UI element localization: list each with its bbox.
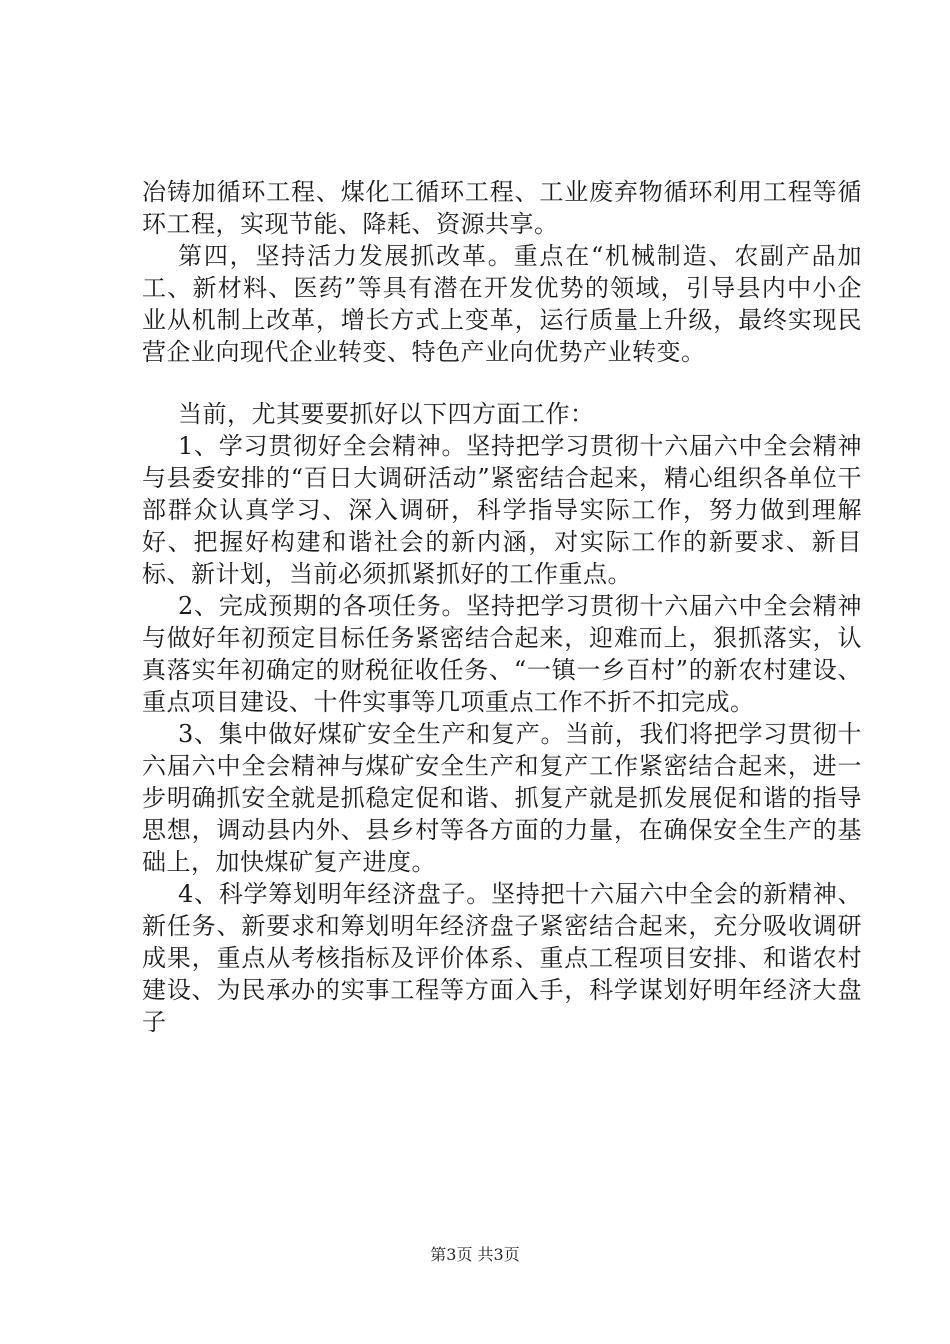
paragraph-continuation: 冶铸加循环工程、煤化工循环工程、工业废弃物循环利用工程等循环工程，实现节能、降耗、资源共享。 — [142, 178, 862, 238]
paragraph-task-1: 1、学习贯彻好全会精神。坚持把学习贯彻十六届六中全会精神与县委安排的“百日大调研活动”紧密结合起来，精心组织各单位干部群众认真学习、深入调研，科学指导实际工作，努力做到理解好、把握好构建和谐社会的新内涵，对实际工作的新要求、新目标、新计划，当前必须抓紧抓好的工作重点。 — [142, 432, 862, 588]
paragraph-gap — [142, 368, 862, 398]
document-body — [142, 176, 862, 1038]
paragraph-fourth-point: 第四，坚持活力发展抓改革。重点在“机械制造、农副产品加工、新材料、医药”等具有潜在开发优势的领域，引导县内中小企业从机制上改革，增长方式上变革，运行质量上升级，最终实现民营企业向现代企业转变、特色产业向优势产业转变。 — [142, 242, 862, 366]
paragraph-intro-four-tasks: 当前，尤其要要抓好以下四方面工作： — [178, 400, 595, 428]
paragraph-task-3: 3、集中做好煤矿安全生产和复产。当前，我们将把学习贯彻十六届六中全会精神与煤矿安全生产和复产工作紧密结合起来，进一步明确抓安全就是抓稳定促和谐、抓复产就是抓发展促和谐的指导思想，调动县内外、县乡村等各方面的力量，在确保安全生产的基础上，加快煤矿复产进度。 — [142, 720, 862, 876]
paragraph-task-2: 2、完成预期的各项任务。坚持把学习贯彻十六届六中全会精神与做好年初预定目标任务紧密结合起来，迎难而上，狠抓落实，认真落实年初确定的财税征收任务、“一镇一乡百村”的新农村建设、重点项目建设、十件实事等几项重点工作不折不扣完成。 — [142, 592, 862, 716]
page-number-footer: 第3页 共3页 — [430, 1245, 520, 1264]
paragraph-task-4: 4、科学筹划明年经济盘子。坚持把十六届六中全会的新精神、新任务、新要求和筹划明年经济盘子紧密结合起来，充分吸收调研成果，重点从考核指标及评价体系、重点工程项目安排、和谐农村建设、为民承办的实事工程等方面入手，科学谋划好明年经济大盘子 — [142, 880, 862, 1036]
